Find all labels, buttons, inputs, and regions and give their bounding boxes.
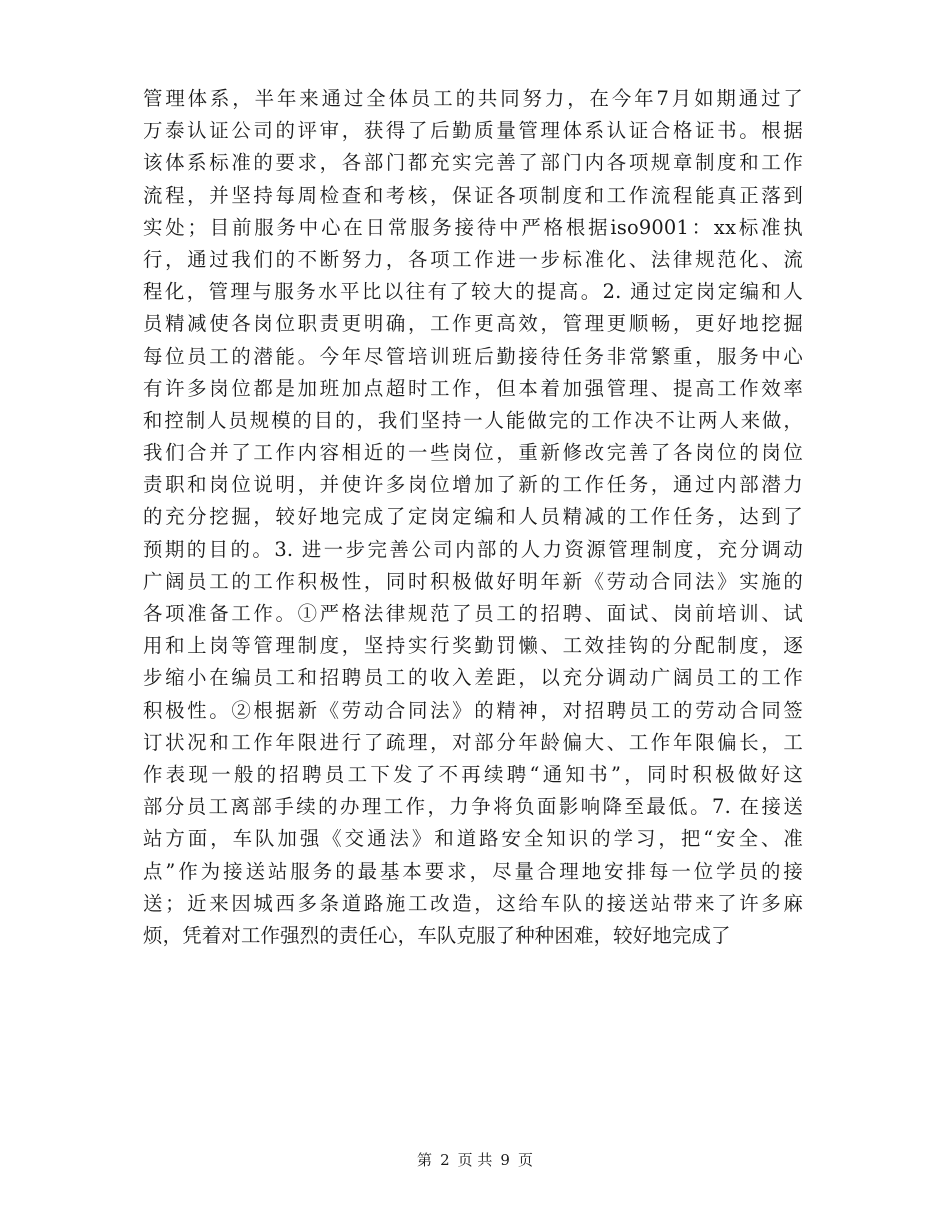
body-line: 作表现一般的招聘员工下发了不再续聘“通知书”，同时积极做好这 bbox=[143, 762, 803, 786]
body-line: 程化，管理与服务水平比以往有了较大的提高。2. 通过定岗定编和人 bbox=[143, 280, 803, 304]
body-line: 的充分挖掘，较好地完成了定岗定编和人员精减的工作任务，达到了 bbox=[143, 505, 803, 529]
body-line: 有许多岗位都是加班加点超时工作，但本着加强管理、提高工作效率 bbox=[143, 376, 803, 400]
body-line: 和控制人员规模的目的，我们坚持一人能做完的工作决不让两人来做， bbox=[143, 408, 803, 432]
body-line: 订状况和工作年限进行了疏理，对部分年龄偏大、工作年限偏长，工 bbox=[143, 730, 803, 754]
body-line: 管理体系，半年来通过全体员工的共同努力，在今年7月如期通过了 bbox=[143, 87, 803, 110]
body-line: 该体系标准的要求，各部门都充实完善了部门内各项规章制度和工作 bbox=[143, 151, 803, 175]
footer-current-page: 2 bbox=[440, 1151, 450, 1169]
footer-middle: 页 共 bbox=[457, 1151, 493, 1169]
body-line: 责职和岗位说明，并使许多岗位增加了新的工作任务，通过内部潜力 bbox=[143, 473, 803, 497]
body-line: 各项准备工作。①严格法律规范了员工的招聘、面试、岗前培训、试 bbox=[143, 602, 803, 625]
footer-prefix: 第 bbox=[417, 1151, 433, 1169]
body-line: 积极性。②根据新《劳动合同法》的精神，对招聘员工的劳动合同签 bbox=[143, 698, 803, 722]
footer-total-pages: 9 bbox=[500, 1151, 510, 1169]
body-line: 烦，凭着对工作强烈的责任心，车队克服了种种困难，较好地完成了 bbox=[143, 923, 731, 947]
body-line: 实处；目前服务中心在日常服务接待中严格根据iso9001：xx标准执 bbox=[143, 215, 803, 239]
body-line: 万泰认证公司的评审，获得了后勤质量管理体系认证合格证书。根据 bbox=[143, 119, 803, 143]
body-line: 我们合并了工作内容相近的一些岗位，重新修改完善了各岗位的岗位 bbox=[143, 441, 803, 465]
body-text bbox=[143, 83, 803, 952]
body-line: 送；近来因城西多条道路施工改造，这给车队的接送站带来了许多麻 bbox=[143, 891, 803, 915]
body-line: 行，通过我们的不断努力，各项工作进一步标准化、法律规范化、流 bbox=[143, 247, 803, 271]
footer-suffix: 页 bbox=[517, 1151, 533, 1169]
body-line: 点”作为接送站服务的最基本要求，尽量合理地安排每一位学员的接 bbox=[143, 859, 803, 883]
body-line: 广阔员工的工作积极性，同时积极做好明年新《劳动合同法》实施的 bbox=[143, 569, 803, 593]
body-line: 预期的目的。3. 进一步完善公司内部的人力资源管理制度，充分调动 bbox=[143, 537, 803, 561]
body-line: 步缩小在编员工和招聘员工的收入差距，以充分调动广阔员工的工作 bbox=[143, 666, 803, 690]
page-footer bbox=[0, 1150, 950, 1170]
body-line: 站方面，车队加强《交通法》和道路安全知识的学习，把“安全、准 bbox=[143, 827, 803, 851]
body-line: 员精减使各岗位职责更明确，工作更高效，管理更顺畅，更好地挖掘 bbox=[143, 312, 803, 336]
body-line: 每位员工的潜能。今年尽管培训班后勤接待任务非常繁重，服务中心 bbox=[143, 344, 803, 368]
body-line: 部分员工离部手续的办理工作，力争将负面影响降至最低。7. 在接送 bbox=[143, 795, 803, 819]
body-line: 用和上岗等管理制度，坚持实行奖勤罚懒、工效挂钩的分配制度，逐 bbox=[143, 634, 803, 658]
body-line: 流程，并坚持每周检查和考核，保证各项制度和工作流程能真正落到 bbox=[143, 183, 803, 207]
